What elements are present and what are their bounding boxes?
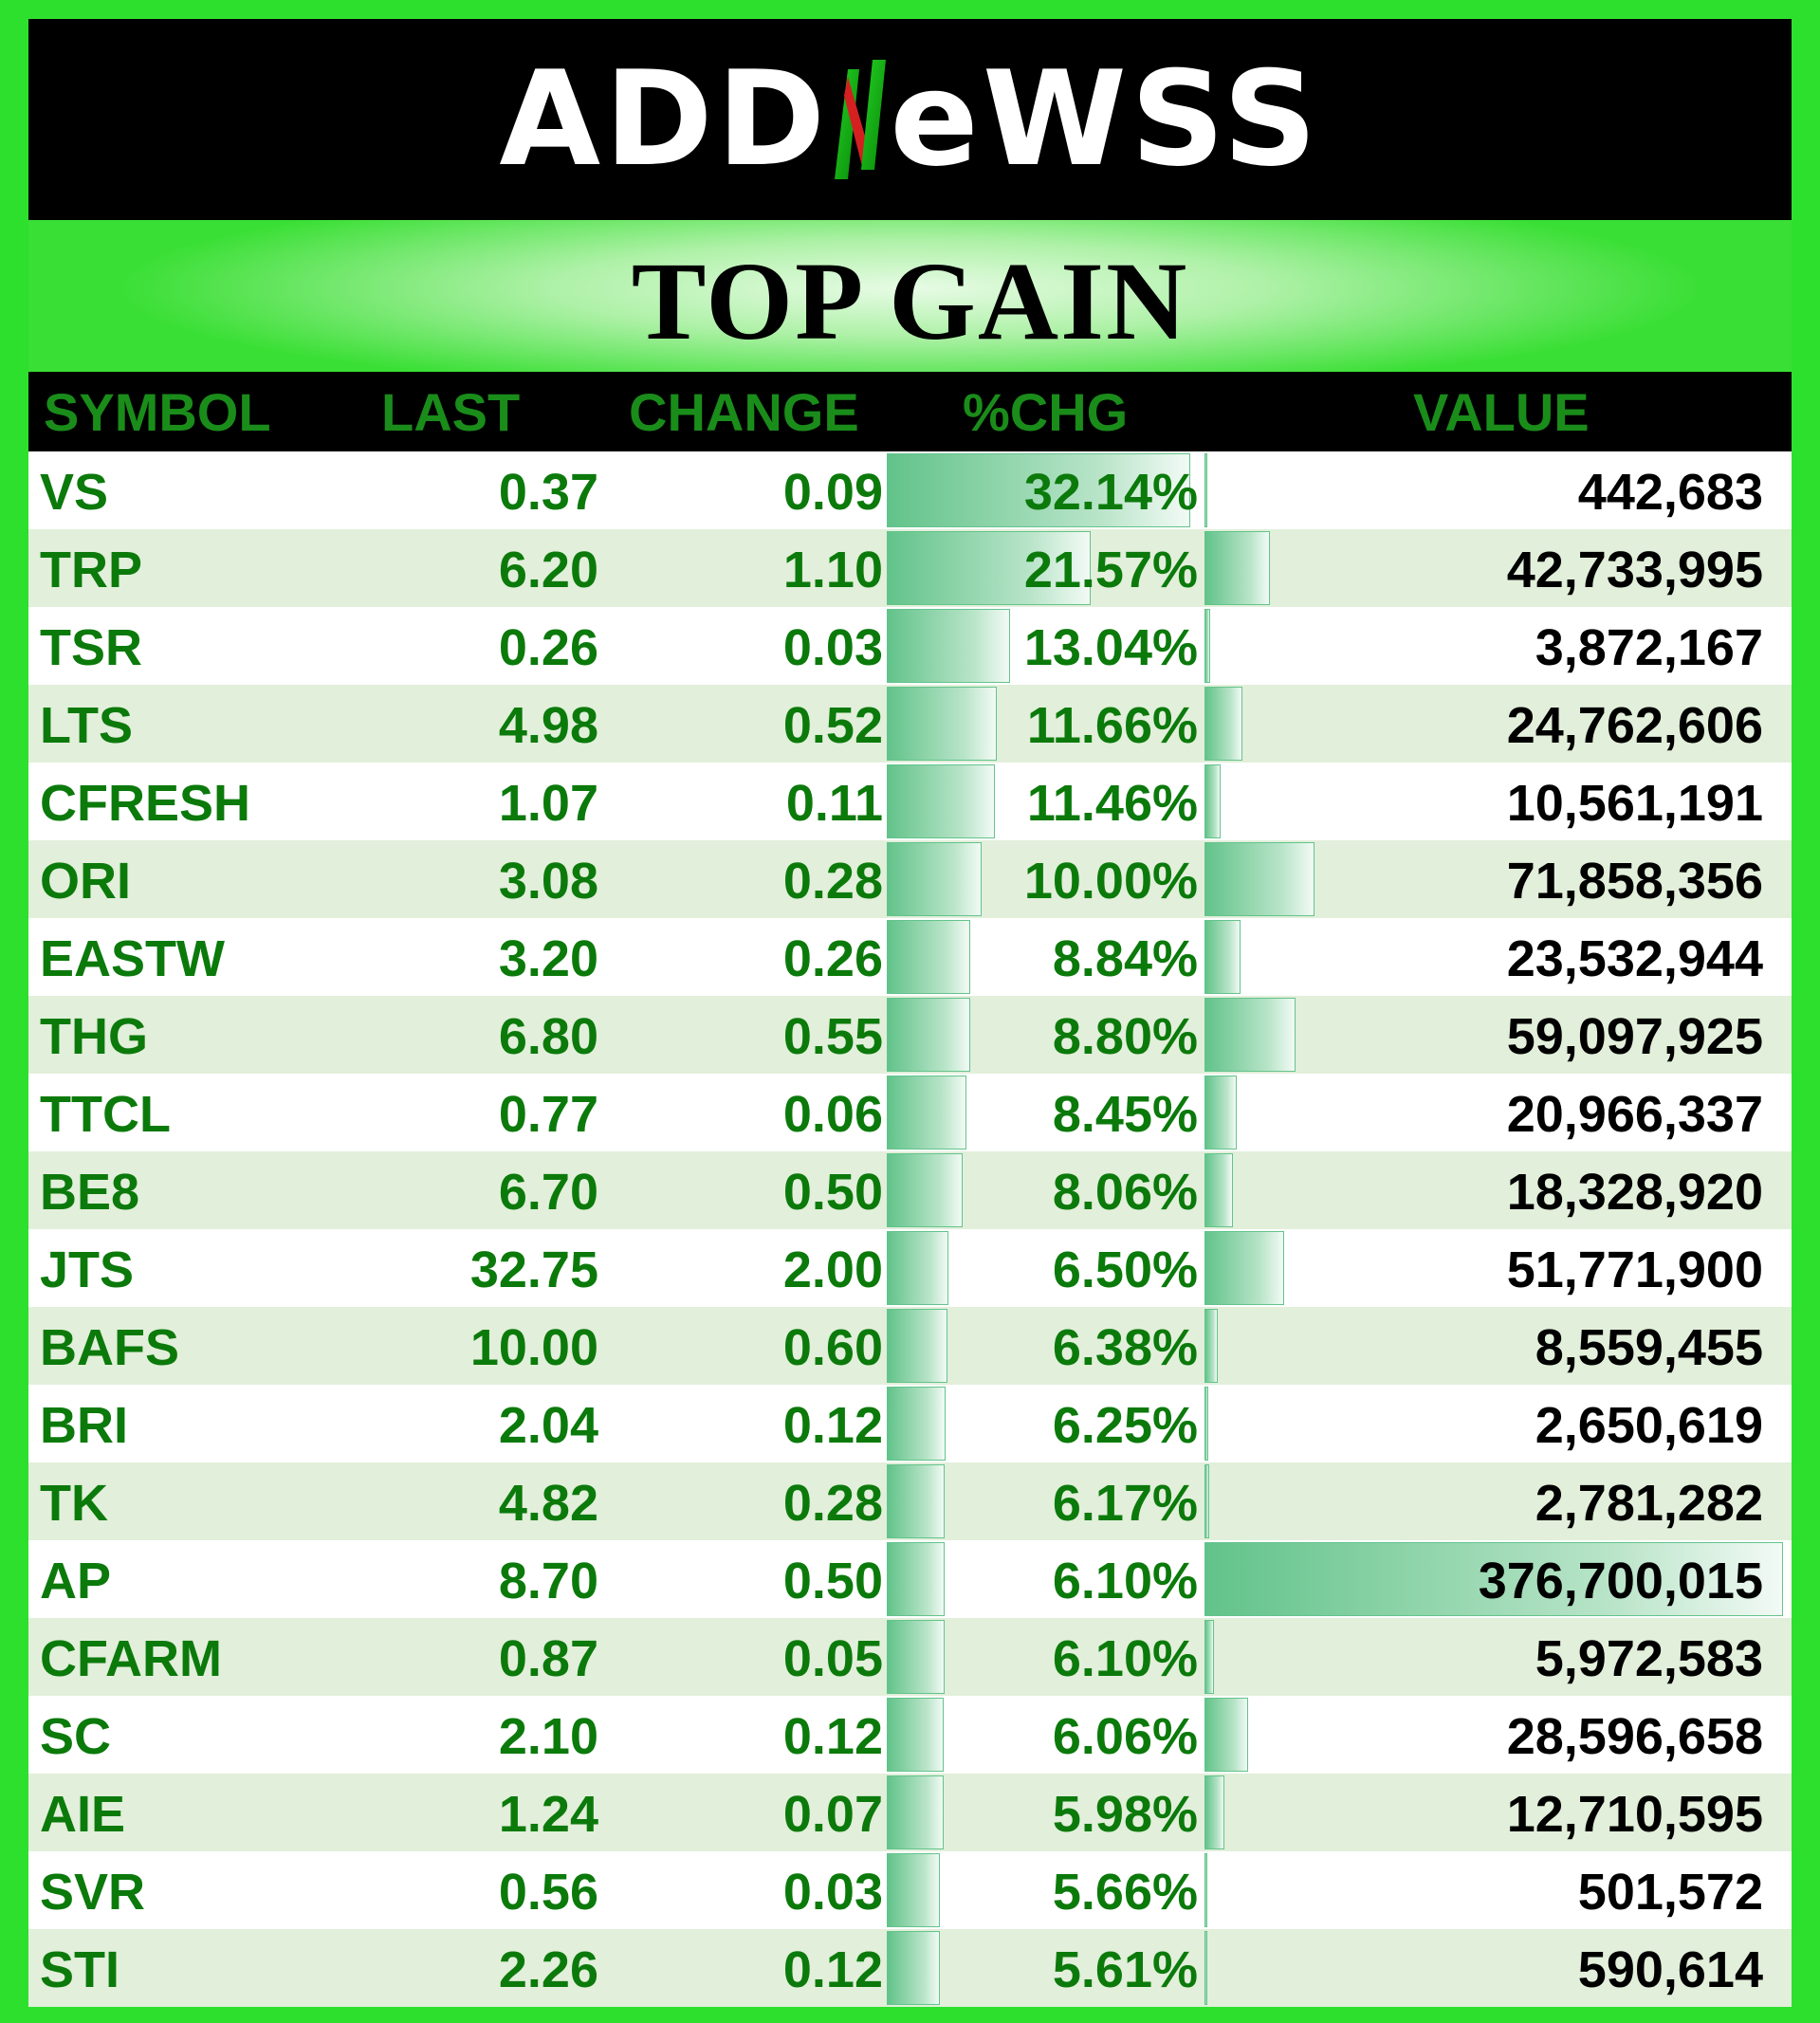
cell-symbol: EASTW	[40, 930, 225, 987]
cell-last: 0.77	[498, 1086, 598, 1143]
cell-value: 442,683	[1577, 464, 1763, 521]
cell-last: 0.26	[498, 619, 598, 676]
table-row	[28, 1696, 1792, 1774]
pct-chg-bar	[887, 1231, 948, 1305]
logo-bar	[28, 19, 1792, 220]
value-bar	[1204, 1620, 1214, 1694]
cell-symbol: TRP	[40, 542, 142, 598]
header-last: LAST	[381, 382, 521, 442]
table-row	[28, 607, 1792, 685]
cell-pct-chg: 8.84%	[1052, 930, 1198, 987]
pct-chg-bar	[887, 842, 982, 916]
cell-value: 23,532,944	[1506, 930, 1763, 987]
table-row	[28, 840, 1792, 918]
table-row	[28, 1151, 1792, 1229]
table-row	[28, 1462, 1792, 1540]
cell-value: 51,771,900	[1506, 1241, 1763, 1298]
cell-change: 0.28	[782, 853, 883, 910]
table-row	[28, 1229, 1792, 1307]
logo-text-left: ADD	[499, 43, 830, 195]
logo-text-right: eWSS	[890, 43, 1321, 195]
cell-symbol: CFRESH	[40, 775, 251, 832]
cell-pct-chg: 6.17%	[1052, 1475, 1198, 1532]
header-value: VALUE	[1413, 382, 1590, 442]
cell-value: 59,097,925	[1506, 1008, 1763, 1065]
cell-pct-chg: 6.10%	[1052, 1553, 1198, 1609]
cell-last: 0.56	[498, 1864, 598, 1921]
value-bar	[1204, 1698, 1248, 1772]
cell-pct-chg: 5.98%	[1052, 1786, 1198, 1843]
cell-change: 0.50	[782, 1553, 883, 1609]
title-band	[28, 220, 1792, 372]
cell-change: 0.03	[782, 619, 883, 676]
cell-change: 0.07	[782, 1786, 883, 1843]
cell-change: 0.12	[782, 1941, 883, 1998]
cell-last: 0.37	[498, 464, 598, 521]
cell-symbol: LTS	[40, 697, 133, 754]
cell-change: 0.09	[782, 464, 883, 521]
cell-value: 28,596,658	[1506, 1708, 1763, 1765]
top-gain-table	[28, 19, 1792, 2004]
logo-n-slash-icon	[827, 48, 893, 191]
cell-value: 71,858,356	[1506, 853, 1763, 910]
addnewss-logo	[499, 43, 1321, 195]
cell-change: 0.11	[785, 775, 883, 832]
pct-chg-bar	[887, 920, 970, 994]
cell-pct-chg: 6.10%	[1052, 1630, 1198, 1687]
page-title: TOP GAIN	[631, 239, 1189, 363]
value-bar	[1204, 1076, 1237, 1149]
cell-last: 6.20	[498, 542, 598, 598]
pct-chg-bar	[887, 1464, 945, 1538]
cell-last: 4.82	[498, 1475, 598, 1532]
cell-pct-chg: 32.14%	[1023, 464, 1198, 521]
pct-chg-bar	[887, 1387, 946, 1461]
pct-chg-bar	[887, 1153, 963, 1227]
table-row	[28, 1074, 1792, 1151]
value-bar	[1204, 1387, 1208, 1461]
value-bar	[1204, 842, 1314, 916]
cell-last: 3.08	[498, 853, 598, 910]
cell-change: 0.52	[782, 697, 883, 754]
table-row	[28, 763, 1792, 840]
pct-chg-bar	[887, 998, 970, 1072]
table-row	[28, 996, 1792, 1074]
cell-last: 1.07	[498, 775, 598, 832]
cell-change: 0.26	[782, 930, 883, 987]
cell-pct-chg: 6.25%	[1052, 1397, 1198, 1454]
cell-change: 0.50	[782, 1164, 883, 1221]
header-change: CHANGE	[629, 382, 859, 442]
cell-symbol: TK	[40, 1475, 108, 1532]
value-bar	[1204, 1309, 1218, 1383]
cell-change: 0.06	[782, 1086, 883, 1143]
cell-pct-chg: 11.46%	[1026, 775, 1198, 832]
table-row	[28, 918, 1792, 996]
cell-pct-chg: 6.38%	[1052, 1319, 1198, 1376]
cell-last: 8.70	[498, 1553, 598, 1609]
cell-change: 0.60	[782, 1319, 883, 1376]
table-row	[28, 1307, 1792, 1385]
cell-change: 0.03	[782, 1864, 883, 1921]
pct-chg-bar	[887, 764, 995, 838]
cell-symbol: AIE	[40, 1786, 126, 1843]
table-body	[28, 451, 1792, 2007]
value-bar	[1204, 531, 1270, 605]
header-pct-chg: %CHG	[963, 382, 1129, 442]
cell-pct-chg: 8.80%	[1052, 1008, 1198, 1065]
cell-pct-chg: 21.57%	[1023, 542, 1198, 598]
cell-change: 0.12	[782, 1708, 883, 1765]
cell-value: 590,614	[1577, 1941, 1763, 1998]
pct-chg-bar	[887, 1931, 940, 2005]
value-bar	[1204, 1853, 1207, 1927]
cell-value: 2,781,282	[1535, 1475, 1763, 1532]
cell-change: 0.05	[782, 1630, 883, 1687]
cell-value: 18,328,920	[1506, 1164, 1763, 1221]
value-bar	[1204, 764, 1221, 838]
cell-last: 3.20	[498, 930, 598, 987]
cell-last: 6.70	[498, 1164, 598, 1221]
table-row	[28, 1540, 1792, 1618]
table-row	[28, 1385, 1792, 1462]
cell-change: 0.55	[782, 1008, 883, 1065]
cell-value: 2,650,619	[1535, 1397, 1763, 1454]
table-row	[28, 529, 1792, 607]
cell-pct-chg: 5.66%	[1052, 1864, 1198, 1921]
value-bar	[1204, 1231, 1284, 1305]
cell-value: 24,762,606	[1506, 697, 1763, 754]
cell-symbol: BAFS	[40, 1319, 179, 1376]
cell-symbol: JTS	[40, 1241, 135, 1298]
cell-pct-chg: 11.66%	[1026, 697, 1198, 754]
pct-chg-bar	[887, 1698, 944, 1772]
cell-symbol: BE8	[40, 1164, 140, 1221]
cell-last: 2.10	[498, 1708, 598, 1765]
pct-chg-bar	[887, 687, 997, 761]
table-row	[28, 685, 1792, 763]
cell-last: 2.26	[498, 1941, 598, 1998]
cell-change: 1.10	[782, 542, 883, 598]
table-row	[28, 1618, 1792, 1696]
pct-chg-bar	[887, 1309, 947, 1383]
value-bar	[1204, 1775, 1224, 1849]
cell-symbol: SC	[40, 1708, 112, 1765]
cell-value: 376,700,015	[1478, 1553, 1763, 1609]
pct-chg-bar	[887, 1076, 966, 1149]
cell-value: 10,561,191	[1506, 775, 1763, 832]
cell-symbol: SVR	[40, 1864, 146, 1921]
cell-last: 0.87	[498, 1630, 598, 1687]
cell-change: 2.00	[782, 1241, 883, 1298]
value-bar	[1204, 998, 1296, 1072]
pct-chg-bar	[887, 1620, 945, 1694]
header-symbol: SYMBOL	[44, 382, 271, 442]
pct-chg-bar	[887, 1853, 940, 1927]
cell-symbol: ORI	[40, 853, 132, 910]
table-row	[28, 1929, 1792, 2007]
cell-pct-chg: 10.00%	[1023, 853, 1198, 910]
value-bar	[1204, 920, 1241, 994]
cell-pct-chg: 6.06%	[1052, 1708, 1198, 1765]
cell-symbol: TTCL	[40, 1086, 171, 1143]
cell-symbol: THG	[40, 1008, 148, 1065]
cell-value: 8,559,455	[1535, 1319, 1763, 1376]
cell-value: 20,966,337	[1506, 1086, 1763, 1143]
pct-chg-bar	[887, 1542, 945, 1616]
cell-change: 0.28	[782, 1475, 883, 1532]
cell-last: 32.75	[469, 1241, 598, 1298]
table-row	[28, 1774, 1792, 1851]
cell-pct-chg: 8.06%	[1052, 1164, 1198, 1221]
cell-last: 4.98	[498, 697, 598, 754]
cell-last: 1.24	[498, 1786, 598, 1843]
cell-value: 12,710,595	[1506, 1786, 1763, 1843]
pct-chg-bar	[887, 609, 1010, 683]
table-row	[28, 451, 1792, 529]
cell-last: 6.80	[498, 1008, 598, 1065]
value-bar	[1204, 1464, 1209, 1538]
cell-pct-chg: 8.45%	[1052, 1086, 1198, 1143]
value-bar	[1204, 1931, 1207, 2005]
value-bar	[1204, 453, 1207, 527]
value-bar	[1204, 609, 1210, 683]
pct-chg-bar	[887, 1775, 944, 1849]
table-row	[28, 1851, 1792, 1929]
cell-symbol: STI	[40, 1941, 120, 1998]
cell-value: 42,733,995	[1506, 542, 1763, 598]
cell-value: 3,872,167	[1535, 619, 1763, 676]
table-header	[28, 372, 1792, 451]
cell-value: 501,572	[1577, 1864, 1763, 1921]
cell-symbol: TSR	[40, 619, 142, 676]
cell-pct-chg: 5.61%	[1052, 1941, 1198, 1998]
cell-pct-chg: 13.04%	[1023, 619, 1198, 676]
value-bar	[1204, 1153, 1233, 1227]
cell-last: 10.00	[469, 1319, 598, 1376]
value-bar	[1204, 687, 1242, 761]
cell-symbol: BRI	[40, 1397, 128, 1454]
cell-symbol: AP	[40, 1553, 112, 1609]
cell-pct-chg: 6.50%	[1052, 1241, 1198, 1298]
cell-symbol: VS	[40, 464, 109, 521]
cell-value: 5,972,583	[1535, 1630, 1763, 1687]
cell-change: 0.12	[782, 1397, 883, 1454]
cell-last: 2.04	[498, 1397, 598, 1454]
cell-symbol: CFARM	[40, 1630, 222, 1687]
